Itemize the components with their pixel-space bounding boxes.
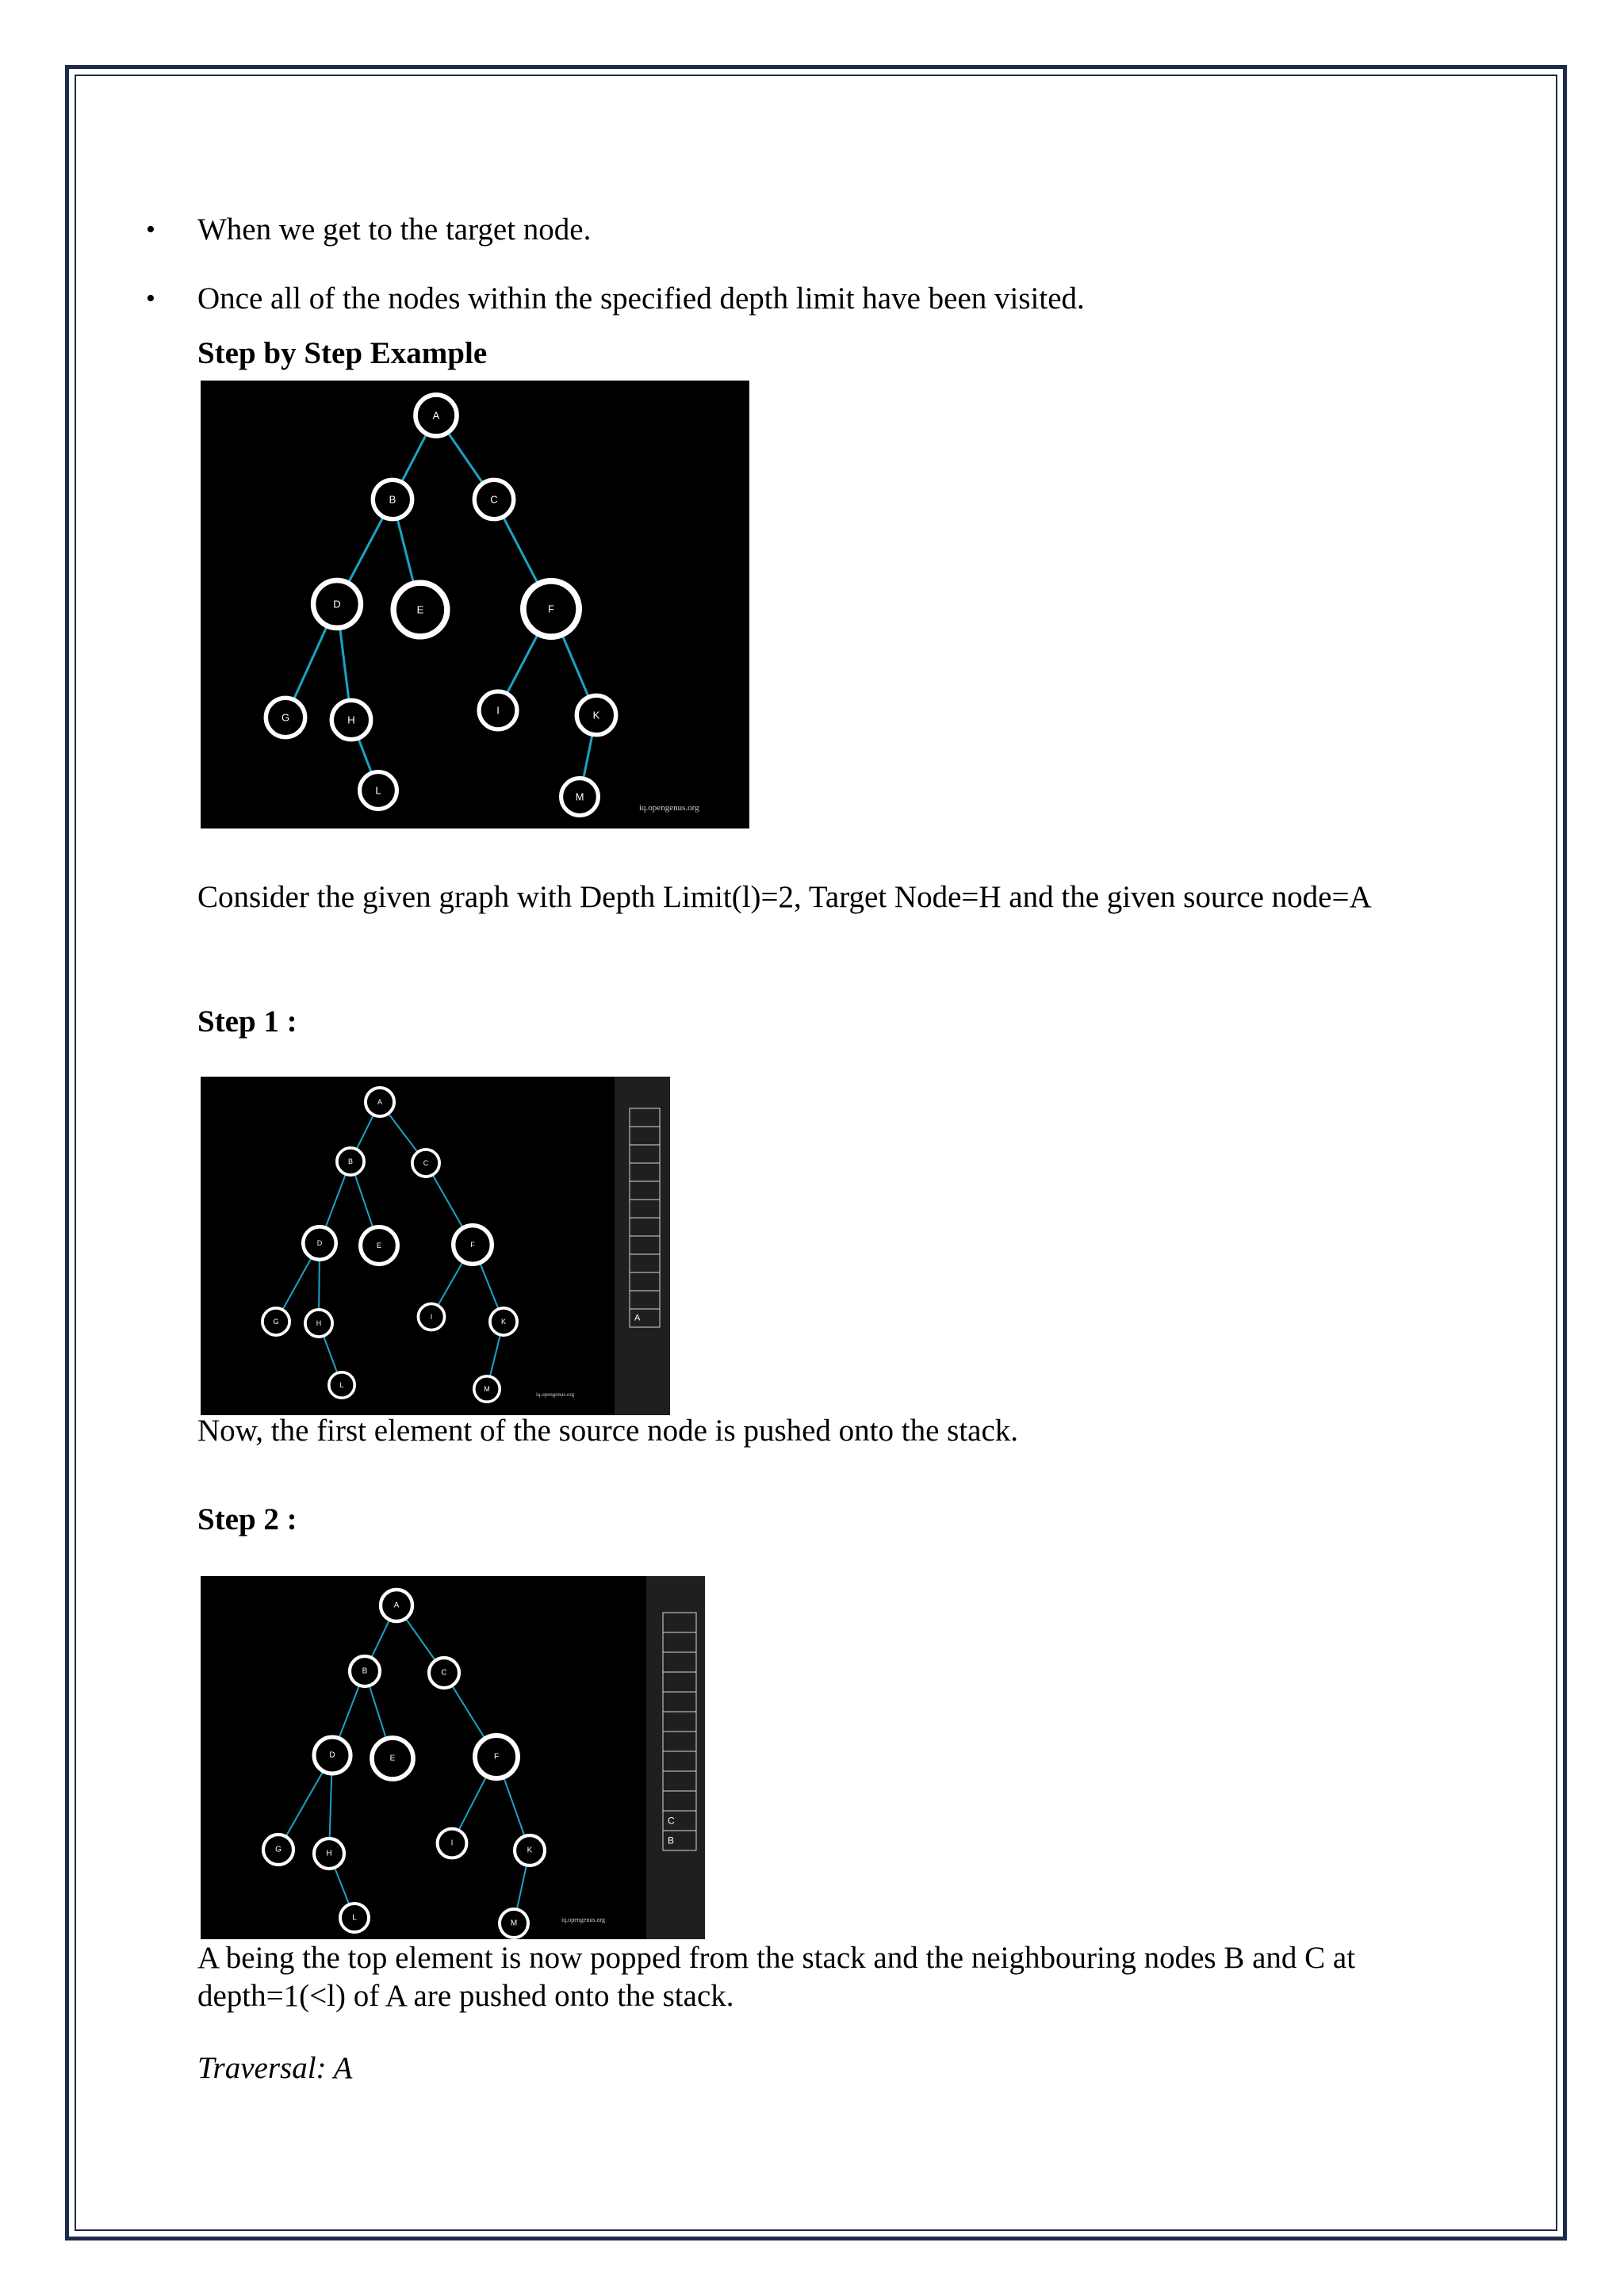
node-label-k: K bbox=[592, 709, 600, 721]
watermark-text: iq.opengenus.org bbox=[639, 803, 699, 813]
node-label-h: H bbox=[347, 714, 355, 726]
node-label-m: M bbox=[575, 790, 584, 803]
stack-panel bbox=[615, 1077, 670, 1415]
node-label-m: M bbox=[510, 1919, 518, 1928]
step1-figure bbox=[201, 1077, 670, 1415]
node-label-d: D bbox=[316, 1239, 323, 1247]
node-label-c: C bbox=[441, 1668, 447, 1678]
watermark-text: iq.opengenus.org bbox=[561, 1916, 605, 1923]
node-label-f: F bbox=[493, 1752, 500, 1762]
node-label-e: E bbox=[416, 603, 424, 616]
node-label-l: L bbox=[339, 1381, 344, 1389]
node-label-g: G bbox=[275, 1845, 282, 1854]
node-label-a: A bbox=[377, 1098, 383, 1106]
node-label-f: F bbox=[548, 603, 554, 615]
node-label-e: E bbox=[389, 1754, 396, 1763]
watermark-text: iq.opengenus.org bbox=[536, 1391, 575, 1398]
node-label-k: K bbox=[500, 1318, 507, 1326]
stack-item-c: C bbox=[668, 1815, 675, 1827]
step1-heading: Step 1 : bbox=[197, 1004, 297, 1039]
node-label-k: K bbox=[527, 1846, 533, 1855]
node-label-h: H bbox=[326, 1849, 332, 1858]
step1-caption: Now, the first element of the source node is pushed onto the stack. bbox=[197, 1414, 1019, 1448]
bullet-target-node: When we get to the target node. bbox=[197, 212, 592, 247]
node-label-d: D bbox=[329, 1751, 335, 1760]
node-label-f: F bbox=[470, 1241, 475, 1249]
node-label-b: B bbox=[347, 1158, 354, 1165]
node-label-a: A bbox=[393, 1601, 400, 1610]
stack-item-a: A bbox=[634, 1313, 641, 1323]
bullet-marker: • bbox=[146, 284, 155, 313]
step2-figure bbox=[201, 1576, 705, 1939]
stack-item-b: B bbox=[668, 1835, 675, 1846]
node-label-b: B bbox=[389, 493, 396, 506]
node-label-c: C bbox=[423, 1159, 429, 1167]
step2-heading: Step 2 : bbox=[197, 1502, 297, 1536]
traversal-text: Traversal: A bbox=[197, 2051, 353, 2085]
node-label-a: A bbox=[432, 409, 440, 422]
node-label-h: H bbox=[316, 1319, 322, 1327]
step2-svg bbox=[201, 1576, 705, 1939]
node-label-l: L bbox=[375, 784, 381, 797]
bullet-marker: • bbox=[146, 215, 155, 244]
section-heading: Step by Step Example bbox=[197, 336, 488, 370]
node-label-l: L bbox=[352, 1913, 357, 1923]
node-label-i: I bbox=[430, 1313, 433, 1321]
node-label-c: C bbox=[490, 493, 498, 506]
node-label-i: I bbox=[496, 704, 500, 717]
node-label-e: E bbox=[376, 1242, 382, 1249]
node-label-g: G bbox=[273, 1318, 279, 1326]
node-label-i: I bbox=[450, 1839, 454, 1848]
node-label-b: B bbox=[362, 1667, 368, 1676]
step2-caption-line2: depth=1(<l) of A are pushed onto the stack. bbox=[197, 1979, 734, 2013]
node-label-g: G bbox=[281, 711, 290, 724]
node-label-d: D bbox=[333, 598, 341, 610]
step1-svg bbox=[201, 1077, 670, 1415]
step2-caption-line1: A being the top element is now popped from the stack and the neighbouring nodes B and C at bbox=[197, 1941, 1356, 1975]
bullet-depth-limit: Once all of the nodes within the specified depth limit have been visited. bbox=[197, 281, 1085, 316]
tree-graph-svg bbox=[201, 381, 749, 828]
graph-description: Consider the given graph with Depth Limit(l)=2, Target Node=H and the given source node=A bbox=[197, 880, 1372, 914]
tree-graph-figure bbox=[201, 381, 749, 828]
node-label-m: M bbox=[484, 1385, 490, 1393]
